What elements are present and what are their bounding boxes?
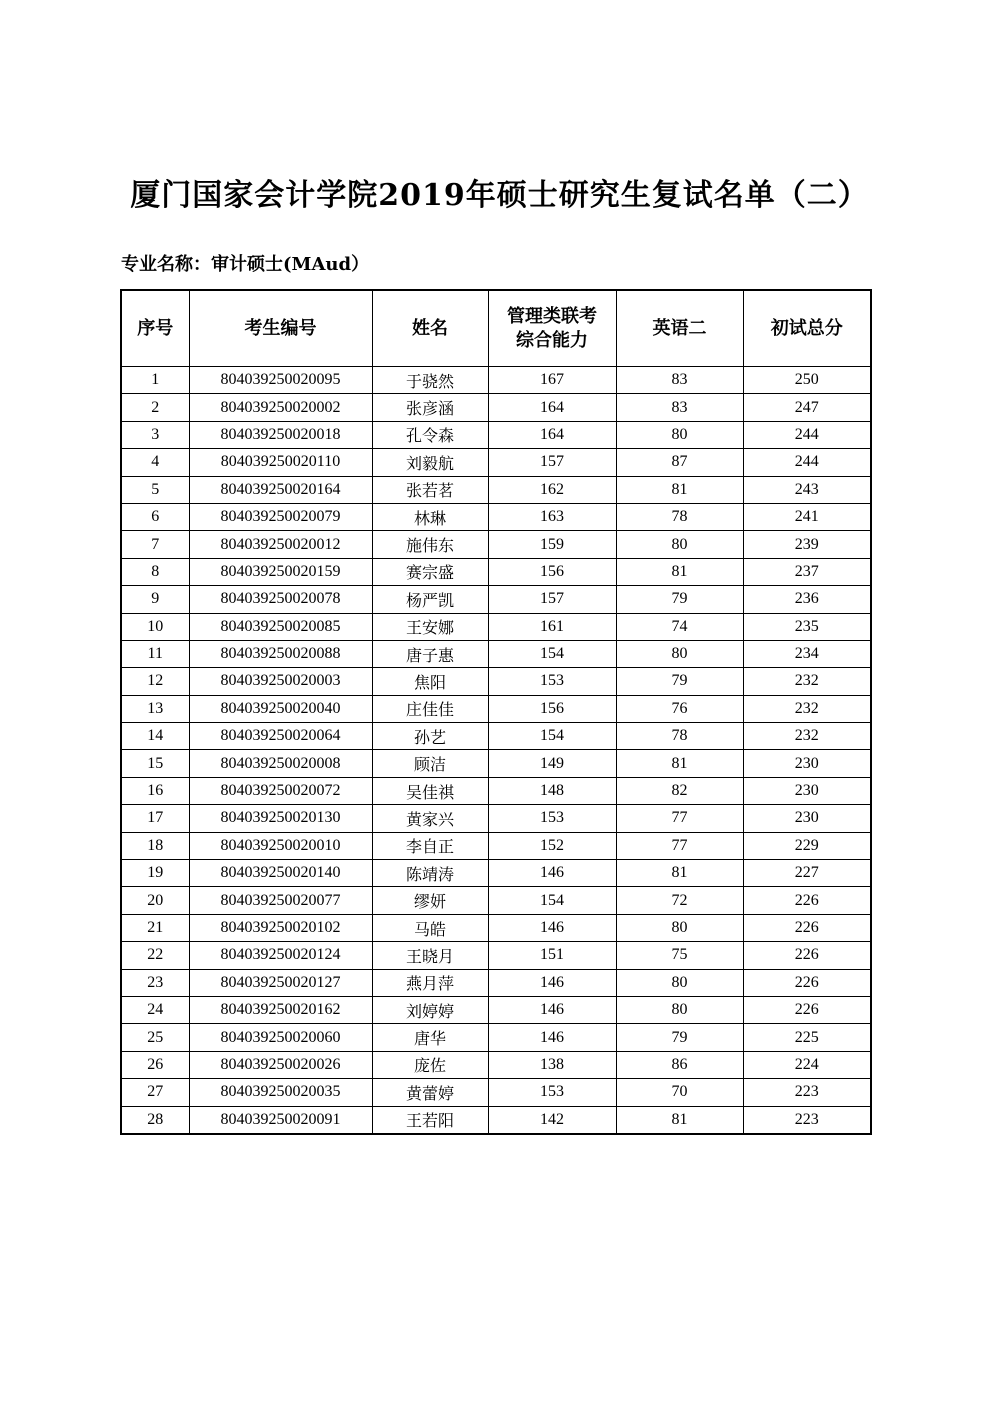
cell-exam-id: 804039250020072 [189,777,372,804]
cell-english-score: 80 [616,421,743,448]
cell-english-score: 80 [616,996,743,1023]
cell-total-score: 250 [743,367,871,394]
cell-seq: 23 [121,969,189,996]
table-row [121,887,871,914]
cell-total-score: 239 [743,531,871,558]
candidate-table [120,289,872,1135]
cell-seq: 17 [121,805,189,832]
cell-english-score: 81 [616,750,743,777]
cell-english-score: 76 [616,695,743,722]
cell-mgmt-score: 153 [488,805,616,832]
cell-name: 焦阳 [372,668,488,695]
cell-exam-id: 804039250020010 [189,832,372,859]
table-row [121,996,871,1023]
cell-exam-id: 804039250020164 [189,476,372,503]
cell-total-score: 224 [743,1051,871,1078]
cell-mgmt-score: 146 [488,969,616,996]
cell-exam-id: 804039250020018 [189,421,372,448]
table-row [121,558,871,585]
cell-exam-id: 804039250020012 [189,531,372,558]
cell-english-score: 83 [616,394,743,421]
cell-english-score: 81 [616,558,743,585]
cell-mgmt-score: 154 [488,887,616,914]
cell-exam-id: 804039250020077 [189,887,372,914]
table-row [121,421,871,448]
cell-mgmt-score: 154 [488,723,616,750]
cell-seq: 1 [121,367,189,394]
cell-seq: 10 [121,613,189,640]
cell-mgmt-score: 146 [488,1024,616,1051]
cell-mgmt-score: 167 [488,367,616,394]
cell-exam-id: 804039250020078 [189,586,372,613]
table-row [121,750,871,777]
cell-english-score: 81 [616,860,743,887]
cell-seq: 9 [121,586,189,613]
cell-english-score: 80 [616,640,743,667]
cell-mgmt-score: 149 [488,750,616,777]
cell-name: 刘毅航 [372,449,488,476]
cell-total-score: 226 [743,969,871,996]
cell-exam-id: 804039250020002 [189,394,372,421]
cell-total-score: 230 [743,805,871,832]
cell-mgmt-score: 154 [488,640,616,667]
cell-mgmt-score: 161 [488,613,616,640]
cell-mgmt-score: 162 [488,476,616,503]
cell-seq: 12 [121,668,189,695]
cell-exam-id: 804039250020060 [189,1024,372,1051]
cell-seq: 19 [121,860,189,887]
cell-seq: 11 [121,640,189,667]
cell-name: 孔令森 [372,421,488,448]
cell-english-score: 81 [616,1106,743,1134]
cell-exam-id: 804039250020127 [189,969,372,996]
table-row [121,531,871,558]
cell-english-score: 77 [616,832,743,859]
header-name: 姓名 [372,290,488,367]
table-row [121,832,871,859]
table-row [121,914,871,941]
cell-mgmt-score: 146 [488,996,616,1023]
cell-total-score: 227 [743,860,871,887]
cell-name: 张若茗 [372,476,488,503]
cell-total-score: 226 [743,996,871,1023]
cell-total-score: 232 [743,695,871,722]
cell-name: 缪妍 [372,887,488,914]
cell-mgmt-score: 164 [488,421,616,448]
cell-exam-id: 804039250020035 [189,1079,372,1106]
cell-exam-id: 804039250020026 [189,1051,372,1078]
cell-english-score: 70 [616,1079,743,1106]
table-row [121,1024,871,1051]
cell-total-score: 236 [743,586,871,613]
cell-total-score: 229 [743,832,871,859]
table-row [121,723,871,750]
cell-exam-id: 804039250020040 [189,695,372,722]
cell-name: 孙艺 [372,723,488,750]
table-row [121,942,871,969]
cell-total-score: 230 [743,777,871,804]
table-row [121,640,871,667]
header-seq: 序号 [121,290,189,367]
table-row [121,668,871,695]
cell-seq: 28 [121,1106,189,1134]
cell-english-score: 80 [616,531,743,558]
cell-name: 唐华 [372,1024,488,1051]
cell-name: 黄家兴 [372,805,488,832]
table-row [121,1051,871,1078]
cell-name: 赛宗盛 [372,558,488,585]
cell-seq: 18 [121,832,189,859]
cell-exam-id: 804039250020085 [189,613,372,640]
table-body [121,367,871,1134]
cell-name: 黄蕾婷 [372,1079,488,1106]
table-header-row [121,290,871,367]
cell-name: 庞佐 [372,1051,488,1078]
cell-total-score: 232 [743,668,871,695]
cell-seq: 24 [121,996,189,1023]
cell-total-score: 226 [743,942,871,969]
cell-exam-id: 804039250020095 [189,367,372,394]
header-mgmt-line1: 管理类联考 [507,305,597,327]
cell-english-score: 72 [616,887,743,914]
cell-english-score: 83 [616,367,743,394]
header-exam-id: 考生编号 [189,290,372,367]
cell-name: 顾洁 [372,750,488,777]
cell-exam-id: 804039250020124 [189,942,372,969]
table-row [121,805,871,832]
cell-total-score: 244 [743,421,871,448]
cell-total-score: 241 [743,503,871,530]
cell-mgmt-score: 159 [488,531,616,558]
cell-mgmt-score: 163 [488,503,616,530]
cell-name: 王安娜 [372,613,488,640]
cell-mgmt-score: 153 [488,1079,616,1106]
cell-seq: 25 [121,1024,189,1051]
header-total: 初试总分 [743,290,871,367]
cell-seq: 4 [121,449,189,476]
table-row [121,969,871,996]
cell-name: 唐子惠 [372,640,488,667]
header-mgmt-line2: 综合能力 [516,329,588,351]
cell-name: 马皓 [372,914,488,941]
table-row [121,695,871,722]
header-english: 英语二 [616,290,743,367]
cell-total-score: 247 [743,394,871,421]
cell-name: 林琳 [372,503,488,530]
cell-name: 杨严凯 [372,586,488,613]
cell-mgmt-score: 156 [488,558,616,585]
cell-total-score: 232 [743,723,871,750]
cell-exam-id: 804039250020102 [189,914,372,941]
cell-exam-id: 804039250020110 [189,449,372,476]
cell-name: 施伟东 [372,531,488,558]
cell-english-score: 74 [616,613,743,640]
cell-mgmt-score: 164 [488,394,616,421]
cell-exam-id: 804039250020079 [189,503,372,530]
cell-seq: 22 [121,942,189,969]
cell-english-score: 80 [616,914,743,941]
cell-seq: 6 [121,503,189,530]
cell-mgmt-score: 148 [488,777,616,804]
cell-name: 刘婷婷 [372,996,488,1023]
cell-total-score: 223 [743,1106,871,1134]
cell-english-score: 78 [616,723,743,750]
table-row [121,777,871,804]
cell-total-score: 226 [743,887,871,914]
cell-seq: 26 [121,1051,189,1078]
cell-exam-id: 804039250020088 [189,640,372,667]
cell-exam-id: 804039250020091 [189,1106,372,1134]
cell-seq: 20 [121,887,189,914]
cell-english-score: 80 [616,969,743,996]
cell-exam-id: 804039250020064 [189,723,372,750]
cell-mgmt-score: 157 [488,449,616,476]
cell-seq: 3 [121,421,189,448]
table-row [121,476,871,503]
cell-total-score: 226 [743,914,871,941]
table-row [121,1106,871,1134]
table-row [121,367,871,394]
cell-seq: 27 [121,1079,189,1106]
cell-seq: 15 [121,750,189,777]
cell-exam-id: 804039250020162 [189,996,372,1023]
cell-mgmt-score: 152 [488,832,616,859]
cell-mgmt-score: 151 [488,942,616,969]
cell-english-score: 79 [616,586,743,613]
cell-total-score: 235 [743,613,871,640]
cell-name: 于骁然 [372,367,488,394]
table-row [121,613,871,640]
cell-english-score: 77 [616,805,743,832]
table-row [121,394,871,421]
cell-seq: 13 [121,695,189,722]
table-row [121,860,871,887]
cell-exam-id: 804039250020159 [189,558,372,585]
cell-mgmt-score: 146 [488,914,616,941]
cell-seq: 7 [121,531,189,558]
cell-total-score: 234 [743,640,871,667]
page-title: 厦门国家会计学院2019年硕士研究生复试名单（二） [130,178,869,213]
cell-english-score: 82 [616,777,743,804]
cell-total-score: 243 [743,476,871,503]
header-mgmt-comprehensive [488,290,616,367]
cell-english-score: 86 [616,1051,743,1078]
cell-english-score: 79 [616,1024,743,1051]
table-row [121,503,871,530]
cell-seq: 5 [121,476,189,503]
cell-name: 燕月萍 [372,969,488,996]
cell-name: 张彦涵 [372,394,488,421]
cell-english-score: 78 [616,503,743,530]
cell-english-score: 79 [616,668,743,695]
cell-english-score: 81 [616,476,743,503]
cell-exam-id: 804039250020130 [189,805,372,832]
cell-total-score: 237 [743,558,871,585]
cell-mgmt-score: 138 [488,1051,616,1078]
cell-seq: 8 [121,558,189,585]
major-label: 专业名称：审计硕士(MAud） [121,254,370,275]
table-row [121,1079,871,1106]
cell-mgmt-score: 146 [488,860,616,887]
table-row [121,449,871,476]
cell-total-score: 230 [743,750,871,777]
cell-name: 王若阳 [372,1106,488,1134]
cell-english-score: 75 [616,942,743,969]
cell-total-score: 223 [743,1079,871,1106]
cell-name: 吴佳祺 [372,777,488,804]
cell-name: 庄佳佳 [372,695,488,722]
cell-mgmt-score: 157 [488,586,616,613]
cell-exam-id: 804039250020008 [189,750,372,777]
cell-exam-id: 804039250020003 [189,668,372,695]
cell-exam-id: 804039250020140 [189,860,372,887]
cell-total-score: 225 [743,1024,871,1051]
cell-english-score: 87 [616,449,743,476]
cell-mgmt-score: 153 [488,668,616,695]
table-row [121,586,871,613]
cell-mgmt-score: 156 [488,695,616,722]
cell-seq: 21 [121,914,189,941]
cell-name: 陈靖涛 [372,860,488,887]
cell-name: 王晓月 [372,942,488,969]
cell-total-score: 244 [743,449,871,476]
cell-seq: 16 [121,777,189,804]
cell-seq: 2 [121,394,189,421]
cell-name: 李自正 [372,832,488,859]
cell-seq: 14 [121,723,189,750]
cell-mgmt-score: 142 [488,1106,616,1134]
